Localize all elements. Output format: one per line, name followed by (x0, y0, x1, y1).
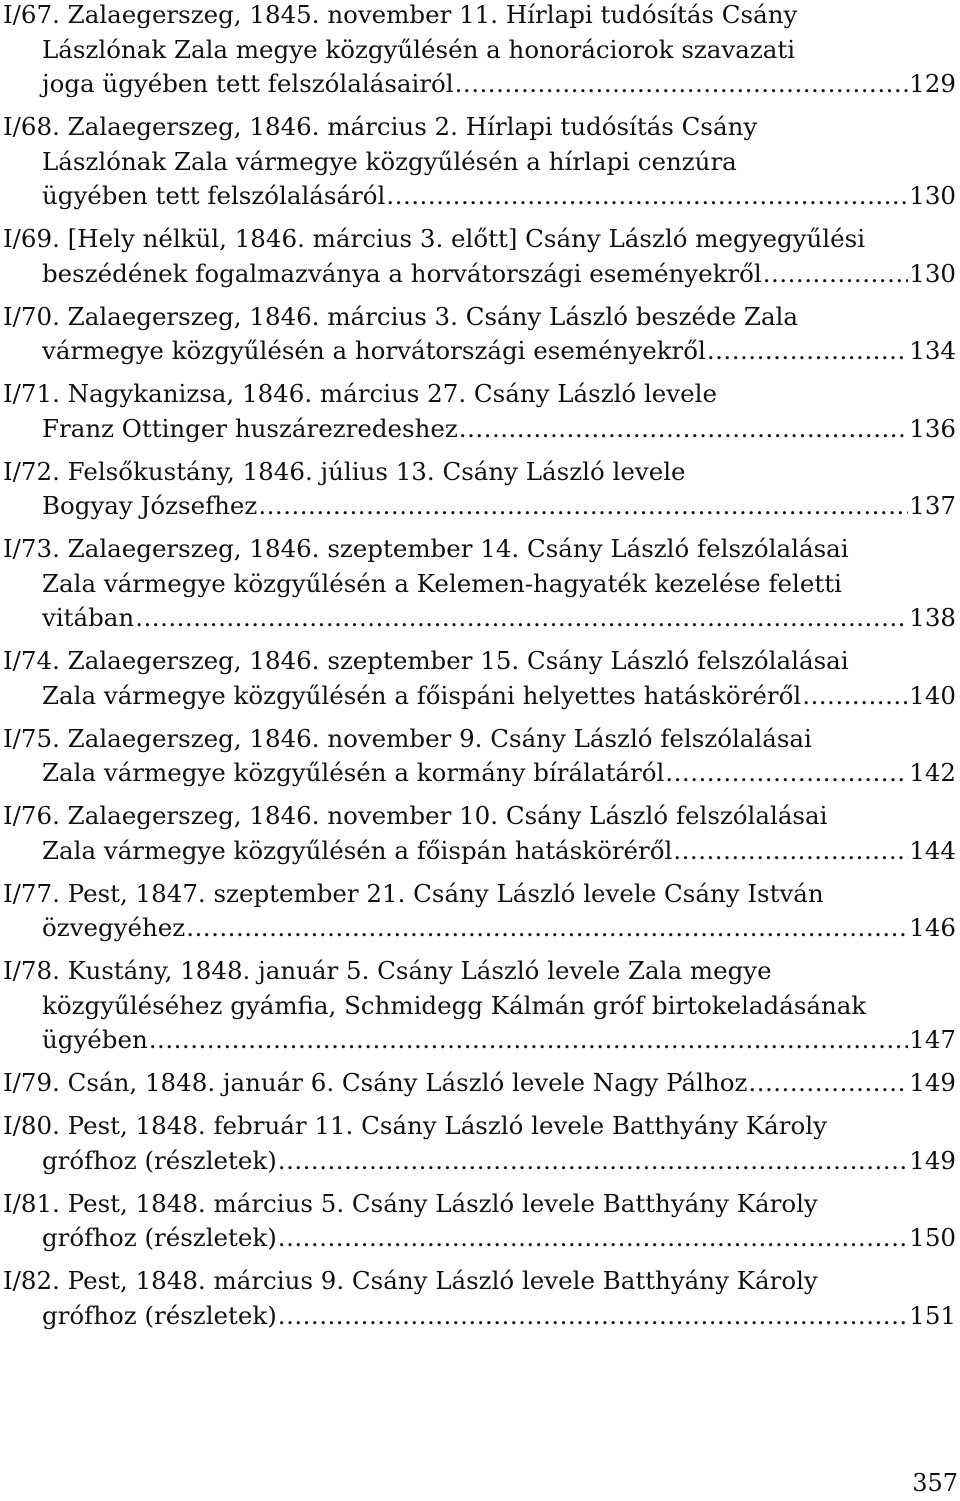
toc-entry-text: vármegye közgyűlésén a horvátországi eseményekről (42, 336, 706, 365)
toc-entry-text: I/75. Zalaegerszeg, 1846. november 9. Csány László felszólalásai (3, 723, 812, 753)
toc-page-number: 140 (909, 680, 956, 710)
toc-entry-line (3, 377, 956, 412)
toc-entry-text: grófhoz (részletek) (42, 1145, 277, 1175)
toc-entry-line (3, 0, 956, 33)
toc-entry-last-line (3, 179, 956, 214)
dot-leader (802, 679, 908, 714)
toc-page-number: 134 (909, 336, 956, 365)
toc-entry (3, 0, 956, 102)
toc-entry-line (3, 1264, 956, 1299)
toc-entry-last-line (3, 257, 956, 292)
toc-entry (3, 300, 956, 369)
toc-entry-line (3, 722, 956, 757)
toc-entry-text: I/69. [Hely nélkül, 1846. március 3. előtt] Csány László megyegyűlési (3, 224, 866, 253)
toc-entry-last-line (3, 679, 956, 714)
toc-entry-text: I/81. Pest, 1848. március 5. Csány László levele Batthyány Károly (3, 1188, 818, 1218)
toc-entry (3, 455, 956, 524)
dot-leader (278, 1144, 908, 1179)
toc-entry (3, 110, 956, 214)
toc-entry-last-line (3, 489, 956, 524)
dot-leader (748, 1066, 908, 1101)
dot-leader (763, 257, 908, 292)
toc-entry-line (3, 799, 956, 834)
dot-leader (135, 601, 908, 636)
dot-leader (459, 412, 908, 447)
toc-entry-text: ügyében tett felszólalásáról (42, 181, 386, 210)
toc-entry (3, 222, 956, 291)
toc-entry-text: joga ügyében tett felszólalásairól (42, 69, 454, 98)
toc-page-number: 150 (909, 1223, 956, 1252)
toc-entry-line (3, 567, 956, 602)
toc-page-number: 137 (909, 491, 956, 520)
dot-leader (149, 1023, 908, 1058)
toc-entry-text: grófhoz (részletek) (42, 1300, 277, 1330)
toc-page-number: 138 (909, 603, 956, 632)
toc-page-number: 144 (909, 835, 956, 865)
toc-entry (3, 1264, 956, 1333)
toc-page-number: 147 (909, 1025, 956, 1054)
toc-entry-text: közgyűléséhez gyámfia, Schmidegg Kálmán gróf birtokeladásának (42, 990, 867, 1020)
toc-entry-last-line (3, 1023, 956, 1058)
toc-entry-text: grófhoz (részletek) (42, 1223, 277, 1252)
toc-entry-line (3, 110, 956, 145)
dot-leader (186, 911, 908, 946)
toc-entry-text: I/80. Pest, 1848. február 11. Csány László levele Batthyány Károly (3, 1111, 827, 1140)
toc-entry (3, 1109, 956, 1178)
toc-entry-text: I/67. Zalaegerszeg, 1845. november 11. Hírlapi tudósítás Csány (3, 0, 798, 29)
toc-entry-text: I/82. Pest, 1848. március 9. Csány László levele Batthyány Károly (3, 1266, 818, 1295)
toc-entry-line (3, 954, 956, 989)
toc-entry-line (3, 989, 956, 1024)
toc-entry-text: I/79. Csán, 1848. január 6. Csány László levele Nagy Pálhoz (3, 1068, 748, 1097)
toc-page-number: 129 (909, 69, 956, 98)
toc-entry-line (3, 644, 956, 679)
toc-entry-text: vitában (42, 603, 135, 632)
toc-entry-last-line (3, 756, 956, 791)
toc-entry-text: ügyében (42, 1025, 148, 1054)
toc-entry-line (3, 222, 956, 257)
toc-entry-text: Lászlónak Zala megye közgyűlésén a honoráciorok szavazati (42, 34, 796, 64)
dot-leader (278, 1299, 908, 1334)
toc-entry-last-line (3, 1299, 956, 1334)
toc-entry-text: özvegyéhez (42, 913, 186, 942)
toc-entry-last-line (3, 334, 956, 369)
toc-entry-line (3, 33, 956, 68)
toc-entry-text: I/73. Zalaegerszeg, 1846. szeptember 14. Csány László felszólalásai (3, 534, 849, 563)
dot-leader (386, 179, 908, 214)
toc-entry-text: I/77. Pest, 1847. szeptember 21. Csány László levele Csány István (3, 878, 824, 908)
toc-entry (3, 1066, 956, 1101)
toc-entry (3, 877, 956, 946)
toc-entry (3, 954, 956, 1058)
toc-page-number: 146 (909, 913, 956, 942)
toc-entry-line (3, 1187, 956, 1222)
toc-entry-line (3, 532, 956, 567)
toc-entry-text: beszédének fogalmazványa a horvátországi eseményekről (42, 258, 762, 288)
toc-entry-text: Zala vármegye közgyűlésén a főispán hatásköréről (42, 835, 673, 865)
toc-entry (3, 377, 956, 446)
toc-entry-last-line (3, 834, 956, 869)
toc-entry-text: I/72. Felsőkustány, 1846. július 13. Csány László levele (3, 456, 686, 486)
toc-entry-line (3, 300, 956, 335)
toc-page-number: 142 (909, 758, 956, 787)
dot-leader (665, 756, 908, 791)
toc-entry-last-line (3, 67, 956, 102)
toc-entry (3, 722, 956, 791)
toc-entry-text: Zala vármegye közgyűlésén a Kelemen-hagyaték kezelése feletti (42, 568, 842, 598)
toc-entry (3, 799, 956, 868)
toc-entry-text: I/74. Zalaegerszeg, 1846. szeptember 15. Csány László felszólalásai (3, 646, 849, 675)
toc-page-number: 130 (909, 181, 956, 210)
dot-leader (673, 834, 908, 869)
toc-entry-last-line (3, 601, 956, 636)
toc-entry-text: Franz Ottinger huszárezredeshez (42, 413, 458, 443)
toc-entry-line (3, 877, 956, 912)
dot-leader (258, 489, 908, 524)
toc-entry-text: Lászlónak Zala vármegye közgyűlésén a hírlapi cenzúra (42, 146, 737, 176)
toc-entry-last-line (3, 911, 956, 946)
dot-leader (707, 334, 908, 369)
toc-page-number: 149 (909, 1145, 956, 1175)
toc-entry-text: I/70. Zalaegerszeg, 1846. március 3. Csány László beszéde Zala (3, 301, 798, 331)
toc-entry-text: I/68. Zalaegerszeg, 1846. március 2. Hírlapi tudósítás Csány (3, 112, 758, 141)
toc-entry-text: Bogyay Józsefhez (42, 491, 258, 520)
toc-entry-line (3, 1109, 956, 1144)
table-of-contents (3, 0, 956, 1342)
dot-leader (455, 67, 909, 102)
toc-entry-last-line (3, 1144, 956, 1179)
toc-page-number: 130 (909, 258, 956, 288)
toc-entry-last-line (3, 412, 956, 447)
dot-leader (278, 1221, 908, 1256)
page-number: 357 (912, 1469, 958, 1497)
toc-entry (3, 1187, 956, 1256)
toc-entry-text: Zala vármegye közgyűlésén a kormány bírálatáról (42, 758, 665, 787)
toc-entry-last-line (3, 1066, 956, 1101)
toc-entry (3, 532, 956, 636)
toc-page-number: 136 (909, 413, 956, 443)
toc-entry-text: I/71. Nagykanizsa, 1846. március 27. Csány László levele (3, 379, 717, 408)
toc-entry (3, 644, 956, 713)
toc-entry-text: I/76. Zalaegerszeg, 1846. november 10. Csány László felszólalásai (3, 801, 828, 830)
toc-entry-text: Zala vármegye közgyűlésén a főispáni helyettes hatásköréről (42, 680, 802, 710)
toc-entry-line (3, 455, 956, 490)
toc-page-number: 151 (909, 1300, 956, 1330)
toc-entry-line (3, 145, 956, 180)
toc-entry-last-line (3, 1221, 956, 1256)
toc-page-number: 149 (909, 1068, 956, 1097)
toc-entry-text: I/78. Kustány, 1848. január 5. Csány László levele Zala megye (3, 956, 772, 985)
